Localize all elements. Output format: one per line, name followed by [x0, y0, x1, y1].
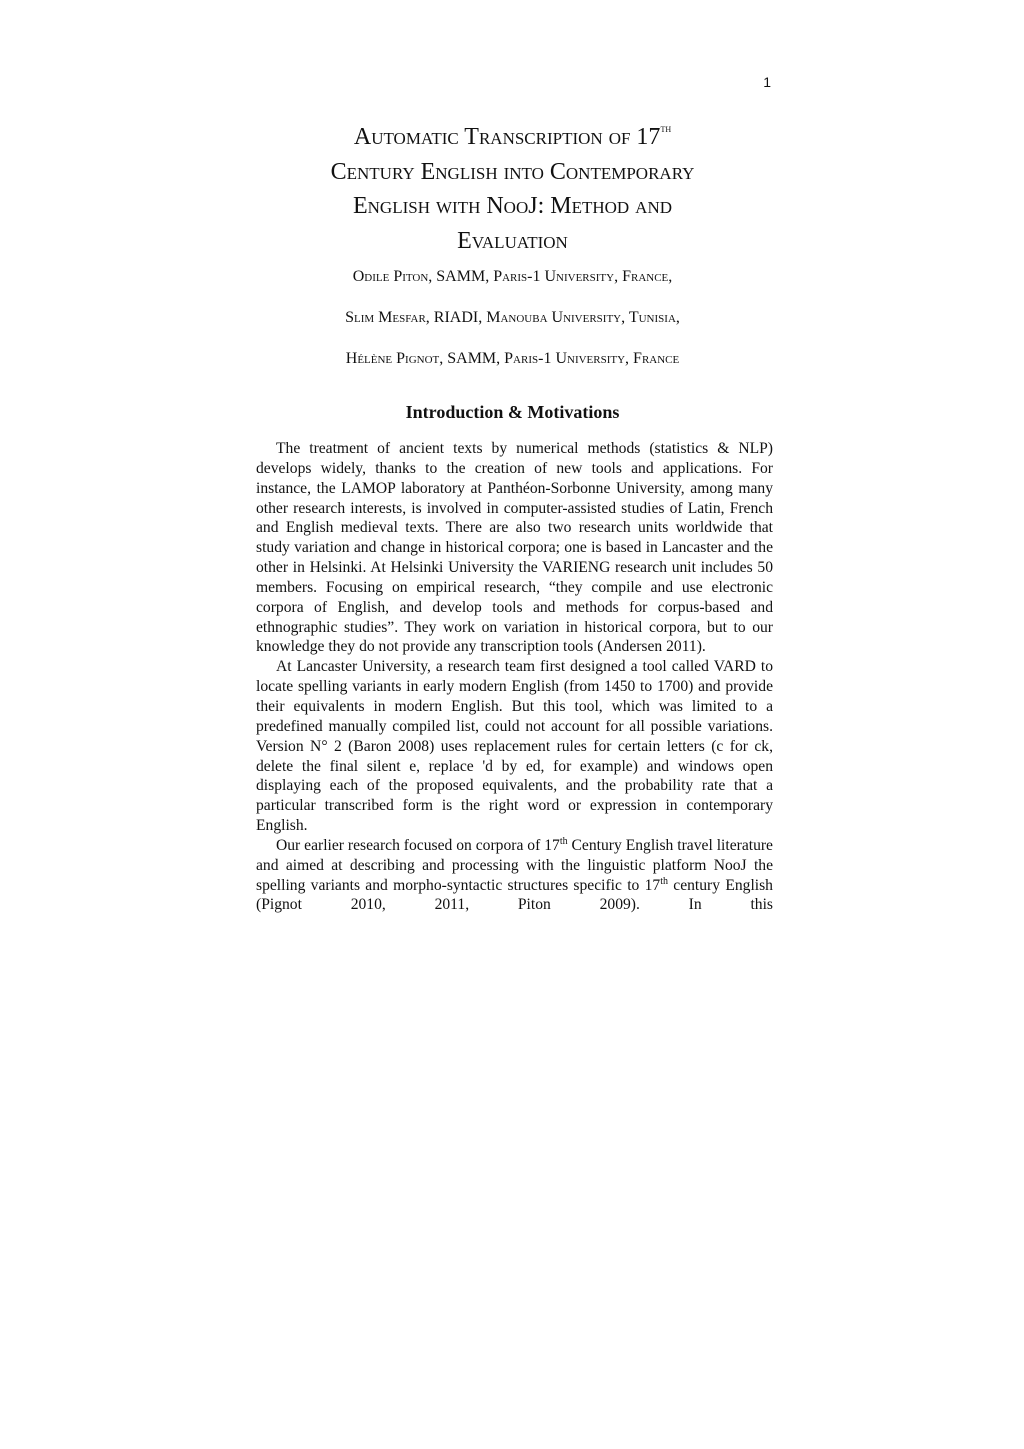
- paragraph-3: [256, 836, 773, 915]
- paragraph-3-part-b: Century English travel literature and aimed at describing and processing with the linguistic platform NooJ the spelling variants and morpho-syntactic structures specific to 17: [256, 836, 773, 894]
- paragraph-2: At Lancaster University, a research team first designed a tool called VARD to locate spelling variants in early modern English (from 1450 to 1700) and provide their equivalents in modern English. But this tool, which was limited to a predefined manually compiled list, could not account for all possible variations. Version N° 2 (Baron 2008) uses replacement rules for certain letters (c for ck, delete the final silent e, replace 'd by ed, for example) and windows open displaying each of the proposed equivalents, and the probability rate that a particular transcribed form is the right word or expression in contemporary English.: [256, 658, 773, 835]
- paragraph-3-superscript-2: th: [660, 875, 668, 887]
- title-line-3: English with NooJ: Method and: [352, 193, 673, 219]
- title-line-2: Century English into Contemporary: [330, 158, 695, 185]
- page-number: 1: [763, 74, 771, 90]
- body-text: [256, 439, 773, 915]
- title-line-1-text: Automatic Transcription of 17: [353, 124, 661, 150]
- author-helene-pignot: Hélène Pignot, SAMM, Paris-1 University, France: [345, 350, 680, 367]
- paragraph-3-part-c: century English (Pignot 2010, 2011, Piton 2009). In this: [256, 876, 773, 914]
- title-line-1: [256, 120, 769, 155]
- section-heading-introduction: Introduction & Motivations: [405, 402, 620, 422]
- author-list: [256, 265, 769, 388]
- title-line-4: Evaluation: [457, 227, 568, 254]
- author-slim-mesfar: Slim Mesfar, RIADI, Manouba University, Tunisia,: [345, 309, 680, 326]
- paragraph-3-part-a: Our earlier research focused on corpora of 17: [276, 836, 560, 854]
- paragraph-1: The treatment of ancient texts by numerical methods (statistics & NLP) develops widely, thanks to the creation of new tools and applications. For instance, the LAMOP laboratory at Panthéon-Sorbonne University, among many other research interests, is involved in computer-assisted studies of Latin, French and English medieval texts. There are also two research units worldwide that study variation and change in historical corpora; one is based in Lancaster and the other in Helsinki. At Helsinki University the VARIENG research unit includes 50 members. Focusing on empirical research, “they compile and use electronic corpora of English, and develop tools and methods for corpus-based and ethnographic studies”. They work on variation in historical corpora, but to our knowledge they do not provide any transcription tools (Andersen 2011).: [256, 440, 773, 656]
- title-superscript: th: [660, 121, 672, 135]
- paragraph-3-superscript-1: th: [559, 835, 568, 847]
- author-odile-piton: Odile Piton, SAMM, Paris-1 University, France,: [352, 268, 673, 285]
- paper-title: [256, 120, 769, 258]
